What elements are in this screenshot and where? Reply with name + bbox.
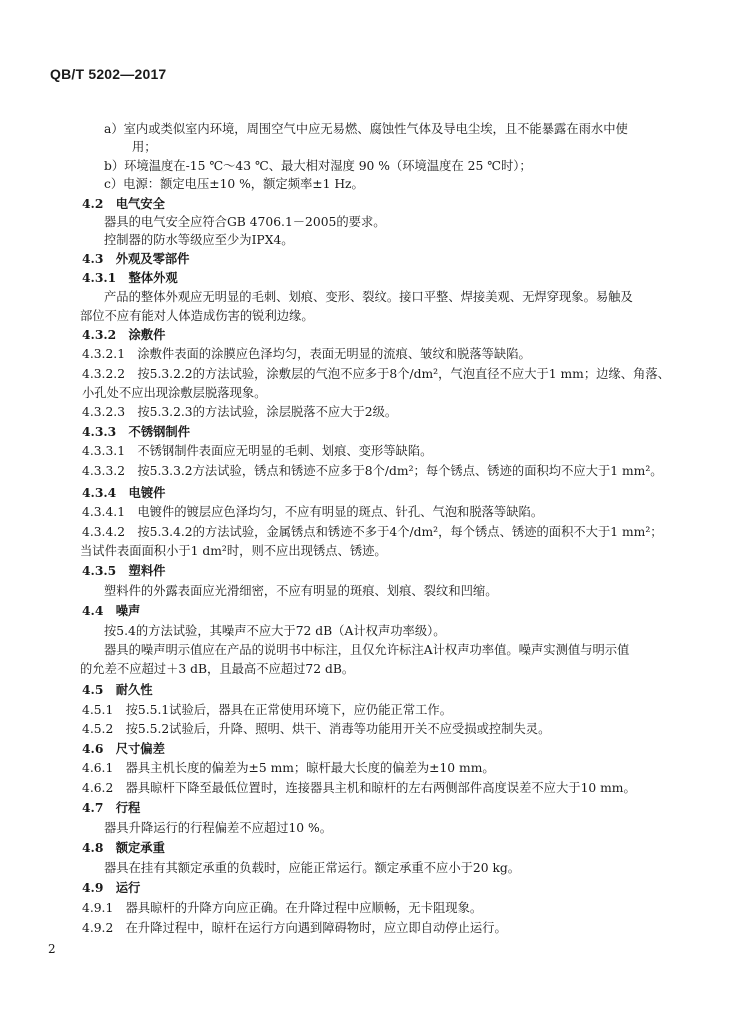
clause-4-3-2-3: 4.3.2.3 按5.3.2.3的方法试验，涂层脱落不应大于2级。 — [82, 405, 398, 419]
clause-4-3-2-2-cont: 小孔处不应出现涂敷层脱落现象。 — [82, 386, 267, 400]
section-heading-4-4: 4.4 噪声 — [82, 603, 141, 618]
section-heading-4-3: 4.3 外观及零部件 — [82, 251, 190, 266]
clause-4-3-3-2: 4.3.3.2 按5.3.3.2方法试验，锈点和锈迹不应多于8个/dm²；每个锈点、锈迹的面积均不应大于1 mm²。 — [82, 464, 663, 478]
paragraph: 控制器的防水等级应至少为IPX4。 — [104, 233, 294, 247]
clause-4-3-3-1: 4.3.3.1 不锈钢制件表面应无明显的毛刺、划痕、变形等缺陷。 — [82, 444, 433, 458]
section-heading-4-3-4: 4.3.4 电镀件 — [82, 485, 166, 500]
clause-4-3-4-2-cont: 当试件表面面积小于1 dm²时，则不应出现锈点、锈迹。 — [80, 544, 387, 558]
section-heading-4-9: 4.9 运行 — [82, 880, 141, 895]
paragraph: 按5.4的方法试验，其噪声不应大于72 dB（A计权声功率级）。 — [104, 624, 446, 638]
section-heading-4-3-3: 4.3.3 不锈钢制件 — [82, 424, 191, 439]
clause-4-9-2: 4.9.2 在升降过程中，晾杆在运行方向遇到障碍物时，应立即自动停止运行。 — [82, 921, 507, 935]
paragraph: 器具升降运行的行程偏差不应超过10 %。 — [104, 821, 332, 835]
section-heading-4-2: 4.2 电气安全 — [82, 196, 165, 211]
section-heading-4-3-2: 4.3.2 涂敷件 — [82, 327, 166, 342]
paragraph: 塑料件的外露表面应光滑细密，不应有明显的斑痕、划痕、裂纹和凹缩。 — [104, 584, 498, 598]
list-item-b: b）环境温度在-15 ℃～43 ℃、最大相对湿度 90 %（环境温度在 25 ℃时）； — [104, 159, 532, 173]
list-item-a: a）室内或类似室内环境，周围空气中应无易燃、腐蚀性气体及导电尘埃，且不能暴露在雨水中使 — [104, 122, 628, 136]
section-heading-4-6: 4.6 尺寸偏差 — [82, 741, 165, 756]
section-heading-4-8: 4.8 额定承重 — [82, 840, 165, 855]
paragraph: 器具的电气安全应符合GB 4706.1－2005的要求。 — [104, 215, 386, 229]
paragraph-cont: 部位不应有能对人体造成伤害的锐利边缘。 — [80, 309, 314, 323]
clause-4-3-4-1: 4.3.4.1 电镀件的镀层应色泽均匀，不应有明显的斑点、针孔、气泡和脱落等缺陷。 — [82, 505, 544, 519]
clause-4-3-2-1: 4.3.2.1 涂敷件表面的涂膜应色泽均匀，表面无明显的流痕、皱纹和脱落等缺陷。 — [82, 347, 531, 361]
clause-4-3-4-2: 4.3.4.2 按5.3.4.2的方法试验，金属锈点和锈迹不多于4个/dm²，每个锈点、锈迹的面积不大于1 mm²； — [82, 525, 663, 539]
list-item-a-cont: 用； — [132, 140, 157, 154]
section-heading-4-3-1: 4.3.1 整体外观 — [82, 270, 178, 285]
clause-4-3-2-2: 4.3.2.2 按5.3.2.2的方法试验，涂敷层的气泡不应多于8个/dm²，气泡直径不应大于1 mm；边缘、角落、 — [82, 367, 670, 381]
section-heading-4-5: 4.5 耐久性 — [82, 682, 153, 697]
paragraph: 产品的整体外观应无明显的毛刺、划痕、变形、裂纹。接口平整、焊接美观、无焊穿现象。易触及 — [104, 290, 633, 304]
clause-4-9-1: 4.9.1 器具晾杆的升降方向应正确。在升降过程中应顺畅，无卡阻现象。 — [82, 901, 483, 915]
list-item-c: c）电源：额定电压±10 %，额定频率±1 Hz。 — [104, 177, 364, 191]
section-heading-4-7: 4.7 行程 — [82, 800, 141, 815]
clause-4-6-1: 4.6.1 器具主机长度的偏差为±5 mm；晾杆最大长度的偏差为±10 mm。 — [82, 761, 495, 775]
paragraph: 器具的噪声明示值应在产品的说明书中标注，且仅允许标注A计权声功率值。噪声实测值与明示值 — [104, 643, 630, 657]
clause-4-5-2: 4.5.2 按5.5.2试验后，升降、照明、烘干、消毒等功能用开关不应受损或控制失灵。 — [82, 722, 551, 736]
paragraph-cont: 的允差不应超过＋3 dB，且最高不应超过72 dB。 — [80, 662, 355, 676]
clause-4-6-2: 4.6.2 器具晾杆下降至最低位置时，连接器具主机和晾杆的左右两侧部件高度误差不应大于10 mm。 — [82, 781, 636, 795]
section-heading-4-3-5: 4.3.5 塑料件 — [82, 563, 166, 578]
paragraph: 器具在挂有其额定承重的负载时，应能正常运行。额定承重不应小于20 kg。 — [104, 861, 521, 875]
standard-code-header: QB/T 5202—2017 — [50, 66, 167, 82]
clause-4-5-1: 4.5.1 按5.5.1试验后，器具在正常使用环境下，应仍能正常工作。 — [82, 703, 453, 717]
page-number: 2 — [48, 942, 56, 956]
